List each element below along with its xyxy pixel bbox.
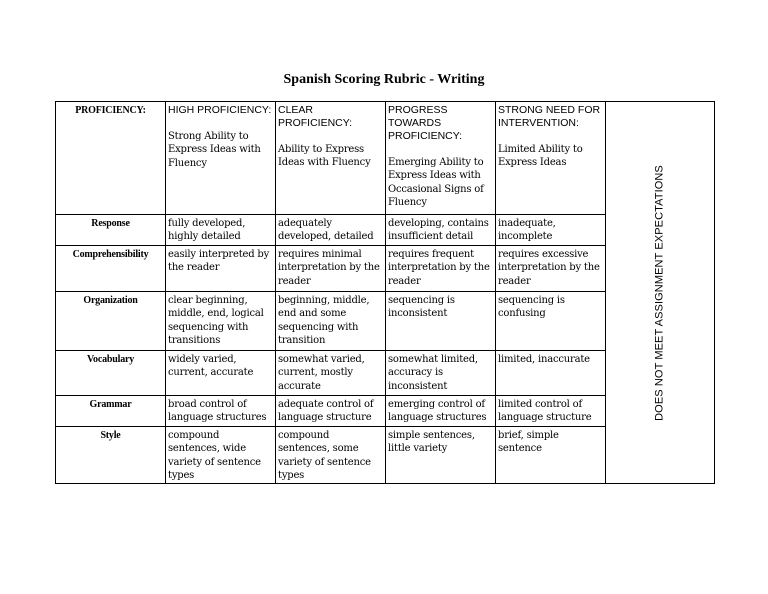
rubric-cell: emerging control of language structures [386,396,496,427]
level-description: Limited Ability to Express Ideas [498,144,583,169]
page-title: Spanish Scoring Rubric - Writing [283,72,485,87]
rubric-cell: compound sentences, wide variety of sentence types [166,427,276,484]
rubric-cell: beginning, middle, end and some sequencing with transition [276,292,386,351]
side-label: DOES NOT MEET ASSIGNMENT EXPECTATIONS [653,165,666,422]
criterion-label: Style [56,427,166,484]
rubric-cell: simple sentences, little variety [386,427,496,484]
rubric-cell: easily interpreted by the reader [166,246,276,292]
level-description: Ability to Express Ideas with Fluency [278,144,371,169]
rubric-cell: sequencing is confusing [496,292,606,351]
rubric-cell: somewhat limited, accuracy is inconsistent [386,351,496,396]
rubric-cell: limited, inaccurate [496,351,606,396]
rubric-cell: requires minimal interpretation by the reader [276,246,386,292]
level-name: PROGRESS TOWARDS PROFICIENCY: [388,104,463,142]
level-name: STRONG NEED FOR INTERVENTION: [498,104,601,129]
rubric-cell: somewhat varied, current, mostly accurate [276,351,386,396]
rubric-cell: compound sentences, some variety of sentence types [276,427,386,484]
level-description: Emerging Ability to Express Ideas with Occasional Signs of Fluency [388,157,484,209]
rubric-cell: widely varied, current, accurate [166,351,276,396]
criterion-label: Response [56,215,166,246]
does-not-meet-column [606,102,715,484]
rubric-cell: requires frequent interpretation by the reader [386,246,496,292]
header-row [56,102,715,215]
rubric-cell: developing, contains insufficient detail [386,215,496,246]
proficiency-label: PROFICIENCY: [56,102,166,215]
level-intervention [496,102,606,215]
rubric-cell: sequencing is inconsistent [386,292,496,351]
level-name: HIGH PROFICIENCY: [168,104,272,116]
rubric-cell: fully developed, highly detailed [166,215,276,246]
level-name: CLEAR PROFICIENCY: [278,104,353,129]
level-high [166,102,276,215]
rubric-cell: inadequate, incomplete [496,215,606,246]
criterion-label: Grammar [56,396,166,427]
criterion-label: Comprehensibility [56,246,166,292]
rubric-cell: limited control of language structure [496,396,606,427]
rubric-table [55,101,715,484]
rubric-cell: adequately developed, detailed [276,215,386,246]
criterion-label: Vocabulary [56,351,166,396]
level-description: Strong Ability to Express Ideas with Fluency [168,131,261,169]
rubric-cell: adequate control of language structure [276,396,386,427]
rubric-cell: brief, simple sentence [496,427,606,484]
criterion-label: Organization [56,292,166,351]
rubric-cell: requires excessive interpretation by the reader [496,246,606,292]
rubric-cell: broad control of language structures [166,396,276,427]
rubric-cell: clear beginning, middle, end, logical sequencing with transitions [166,292,276,351]
level-progress [386,102,496,215]
level-clear [276,102,386,215]
